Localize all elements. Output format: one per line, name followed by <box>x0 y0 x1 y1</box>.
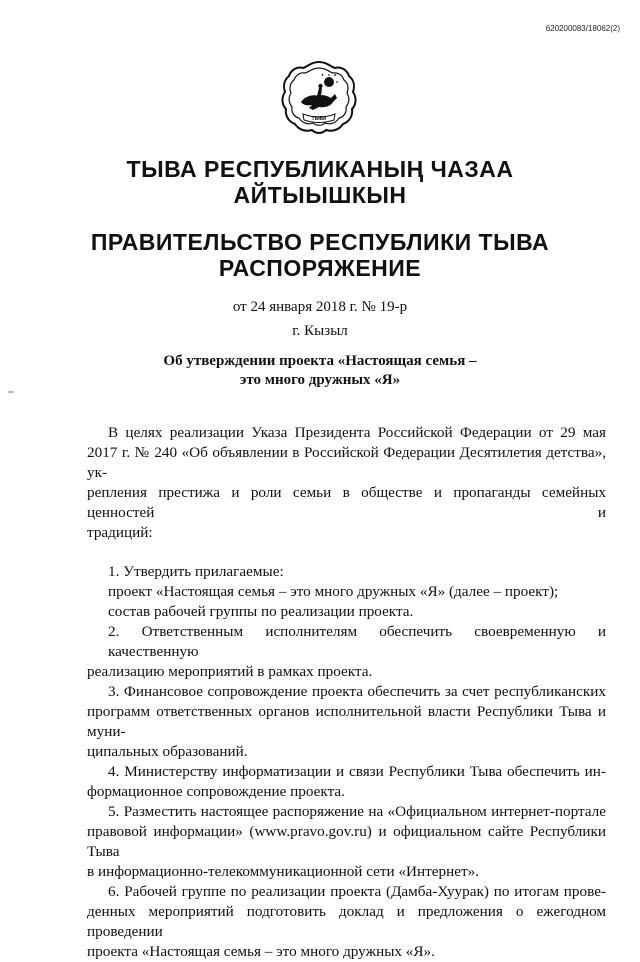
item-5 <box>87 802 606 882</box>
document-date: от 24 января 2018 г. № 19-р <box>232 299 408 315</box>
item-line: ципальных образований. <box>87 743 248 760</box>
item-3 <box>87 682 606 762</box>
item-line: 3. Финансовое сопровождение проекта обеспечить за счет республиканских <box>108 683 606 700</box>
russian-title-line-1: ПРАВИТЕЛЬСТВО РЕСПУБЛИКИ ТЫВА <box>90 229 550 255</box>
item-line: денных мероприятий подготовить доклад и предложения о ежегодном проведении <box>87 903 606 940</box>
item-2 <box>87 622 606 682</box>
preamble-line: В целях реализации Указа Президента Российской Федерации от 29 мая <box>108 424 606 441</box>
preamble-paragraph <box>87 423 606 543</box>
item-line: 1. Утвердить прилагаемые: <box>108 563 284 580</box>
item-line: 4. Министерству информатизации и связи Республики Тыва обеспечить ин- <box>108 763 606 780</box>
item-line: состав рабочей группы по реализации проекта. <box>108 603 414 620</box>
russian-title <box>0 229 640 281</box>
item-line: реализацию мероприятий в рамках проекта. <box>87 663 373 680</box>
item-1b <box>99 602 606 622</box>
document-subject <box>0 352 640 390</box>
subject-line-1: Об утверждении проекта «Настоящая семья – <box>163 353 477 369</box>
document-body <box>87 423 606 962</box>
tuva-title-line-1: ТЫВА РЕСПУБЛИКАНЫҢ ЧАЗАА <box>126 156 514 182</box>
russian-title-line-2: РАСПОРЯЖЕНИЕ <box>218 255 422 281</box>
item-line: 6. Рабочей группе по реализации проекта (Дамба-Хуурак) по итогам прове- <box>108 883 606 900</box>
tuva-title-line-2: АЙТЫЫШКЫН <box>233 182 407 208</box>
margin-mark <box>8 391 14 393</box>
subject-line-2: это много дружных «Я» <box>239 372 401 388</box>
preamble-line: традиций: <box>87 524 153 541</box>
tuva-title <box>0 156 640 208</box>
paragraph-spacer <box>99 543 606 562</box>
item-line: проект «Настоящая семья – это много дружных «Я» (далее – проект); <box>108 583 559 600</box>
item-line: 5. Разместить настоящее распоряжение на «Официальном интернет-портале <box>108 803 606 820</box>
item-line: программ ответственных органов исполнительной власти Республики Тыва и муни- <box>87 703 606 740</box>
item-line: формационное сопровождение проекта. <box>87 783 345 800</box>
emblem-ribbon-text: ТЫВА <box>311 116 327 122</box>
item-1a <box>99 582 606 602</box>
item-6 <box>87 882 606 962</box>
item-4 <box>87 762 606 802</box>
preamble-line: 2017 г. № 240 «Об объявлении в Российской Федерации Десятилетия детства», ук- <box>87 444 606 481</box>
preamble-line: репления престижа и роли семьи в обществе и пропаганды семейных ценностей и <box>87 484 606 521</box>
item-1 <box>99 562 606 582</box>
document-code: 620200083/18062(2) <box>545 24 620 33</box>
item-line: в информационно-телекоммуникационной сети «Интернет». <box>87 863 480 880</box>
item-line: правовой информации» (www.pravo.gov.ru) и официальном сайте Республики Тыва <box>87 823 606 860</box>
document-city: г. Кызыл <box>292 323 348 339</box>
item-line: 2. Ответственным исполнителям обеспечить своевременную и качественную <box>108 623 606 660</box>
item-line: проекта «Настоящая семья – это много дружных «Я». <box>87 943 435 960</box>
tuva-emblem-icon <box>279 58 359 138</box>
